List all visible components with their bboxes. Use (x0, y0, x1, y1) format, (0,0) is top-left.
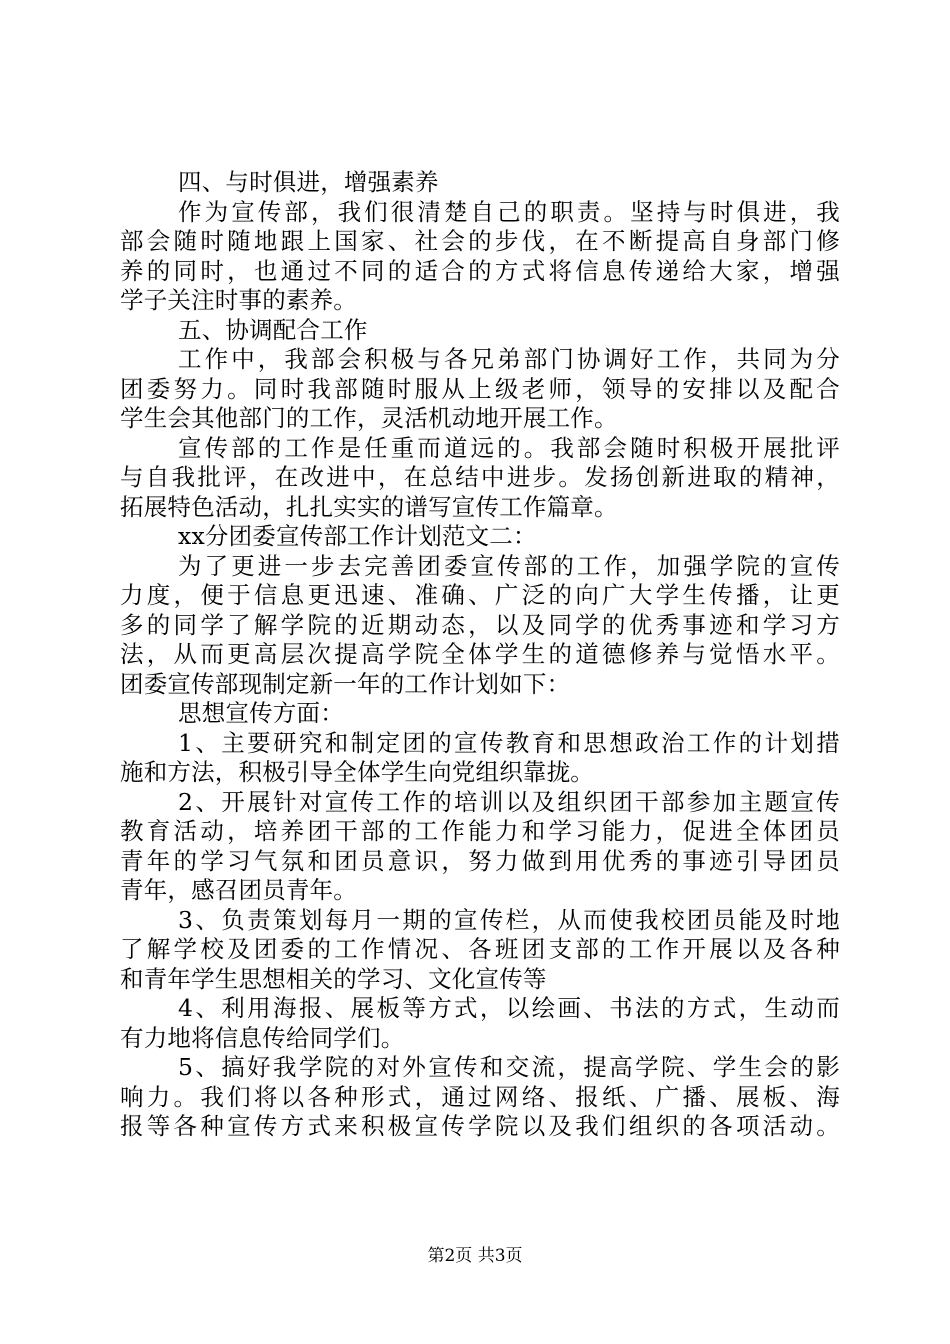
paragraph-line: 与自我批评，在改进中，在总结中进步。发扬创新进取的精神， (120, 463, 840, 491)
list-item-line: 4、利用海报、展板等方式，以绘画、书法的方式，生动而 (178, 994, 840, 1022)
list-item-line: 有力地将信息传给同学们。 (120, 1023, 405, 1052)
list-item-line: 施和方法，积极引导全体学生向党组织靠拢。 (120, 758, 594, 786)
paragraph-line: 学生会其他部门的工作，灵活机动地开展工作。 (120, 404, 618, 432)
list-item-line: 了解学校及团委的工作情况、各班团支部的工作开展以及各种 (120, 935, 840, 963)
list-item-line: 教育活动，培养团干部的工作能力和学习能力，促进全体团员 (120, 817, 840, 845)
paragraph-line: 部会随时随地跟上国家、社会的步伐，在不断提高自身部门修 (120, 227, 840, 255)
document-body (120, 168, 840, 1142)
page-number-footer: 第2页 共3页 (427, 1246, 523, 1266)
list-item-line: 3、负责策划每月一期的宣传栏，从而使我校团员能及时地 (178, 905, 840, 934)
paragraph-line: 学子关注时事的素养。 (120, 286, 357, 314)
paragraph-line: 团委努力。同时我部随时服从上级老师，领导的安排以及配合 (120, 374, 840, 403)
paragraph-line: 法，从而更高层次提高学院全体学生的道德修养与觉悟水平。 (120, 640, 840, 668)
section-heading: xx分团委宣传部工作计划范文二： (178, 522, 537, 550)
list-item-line: 青年的学习气氛和团员意识，努力做到用优秀的事迹引导团员 (120, 846, 840, 875)
list-item-line: 和青年学生思想相关的学习、文化宣传等 (120, 964, 547, 993)
paragraph-line: 为了更进一步去完善团委宣传部的工作，加强学院的宣传 (178, 551, 840, 580)
paragraph-line: 养的同时，也通过不同的适合的方式将信息传递给大家，增强 (120, 256, 840, 285)
list-item-line: 青年，感召团员青年。 (120, 876, 357, 904)
list-item-line: 1、主要研究和制定团的宣传教育和思想政治工作的计划措 (178, 728, 840, 757)
section-heading: 思想宣传方面： (178, 699, 344, 727)
section-heading: 五、协调配合工作 (178, 315, 368, 344)
paragraph-line: 力度，便于信息更迅速、准确、广泛的向广大学生传播，让更 (120, 581, 840, 609)
paragraph-line: 多的同学了解学院的近期动态，以及同学的优秀事迹和学习方 (120, 610, 840, 639)
paragraph-line: 作为宣传部，我们很清楚自己的职责。坚持与时俱进，我 (178, 197, 840, 226)
paragraph-line: 拓展特色活动，扎扎实实的谱写宣传工作篇章。 (120, 492, 618, 521)
list-item-line: 5、搞好我学院的对外宣传和交流，提高学院、学生会的影 (178, 1053, 840, 1081)
list-item-line: 2、开展针对宣传工作的培训以及组织团干部参加主题宣传 (178, 787, 840, 816)
section-heading: 四、与时俱进，增强素养 (178, 168, 439, 196)
list-item-line: 报等各种宣传方式来积极宣传学院以及我们组织的各项活动。 (120, 1112, 840, 1140)
paragraph-line: 团委宣传部现制定新一年的工作计划如下： (120, 669, 571, 698)
paragraph-line: 宣传部的工作是任重而道远的。我部会随时积极开展批评 (178, 433, 840, 462)
paragraph-line: 工作中，我部会积极与各兄弟部门协调好工作，共同为分 (178, 345, 840, 373)
list-item-line: 响力。我们将以各种形式，通过网络、报纸、广播、展板、海 (120, 1082, 840, 1111)
